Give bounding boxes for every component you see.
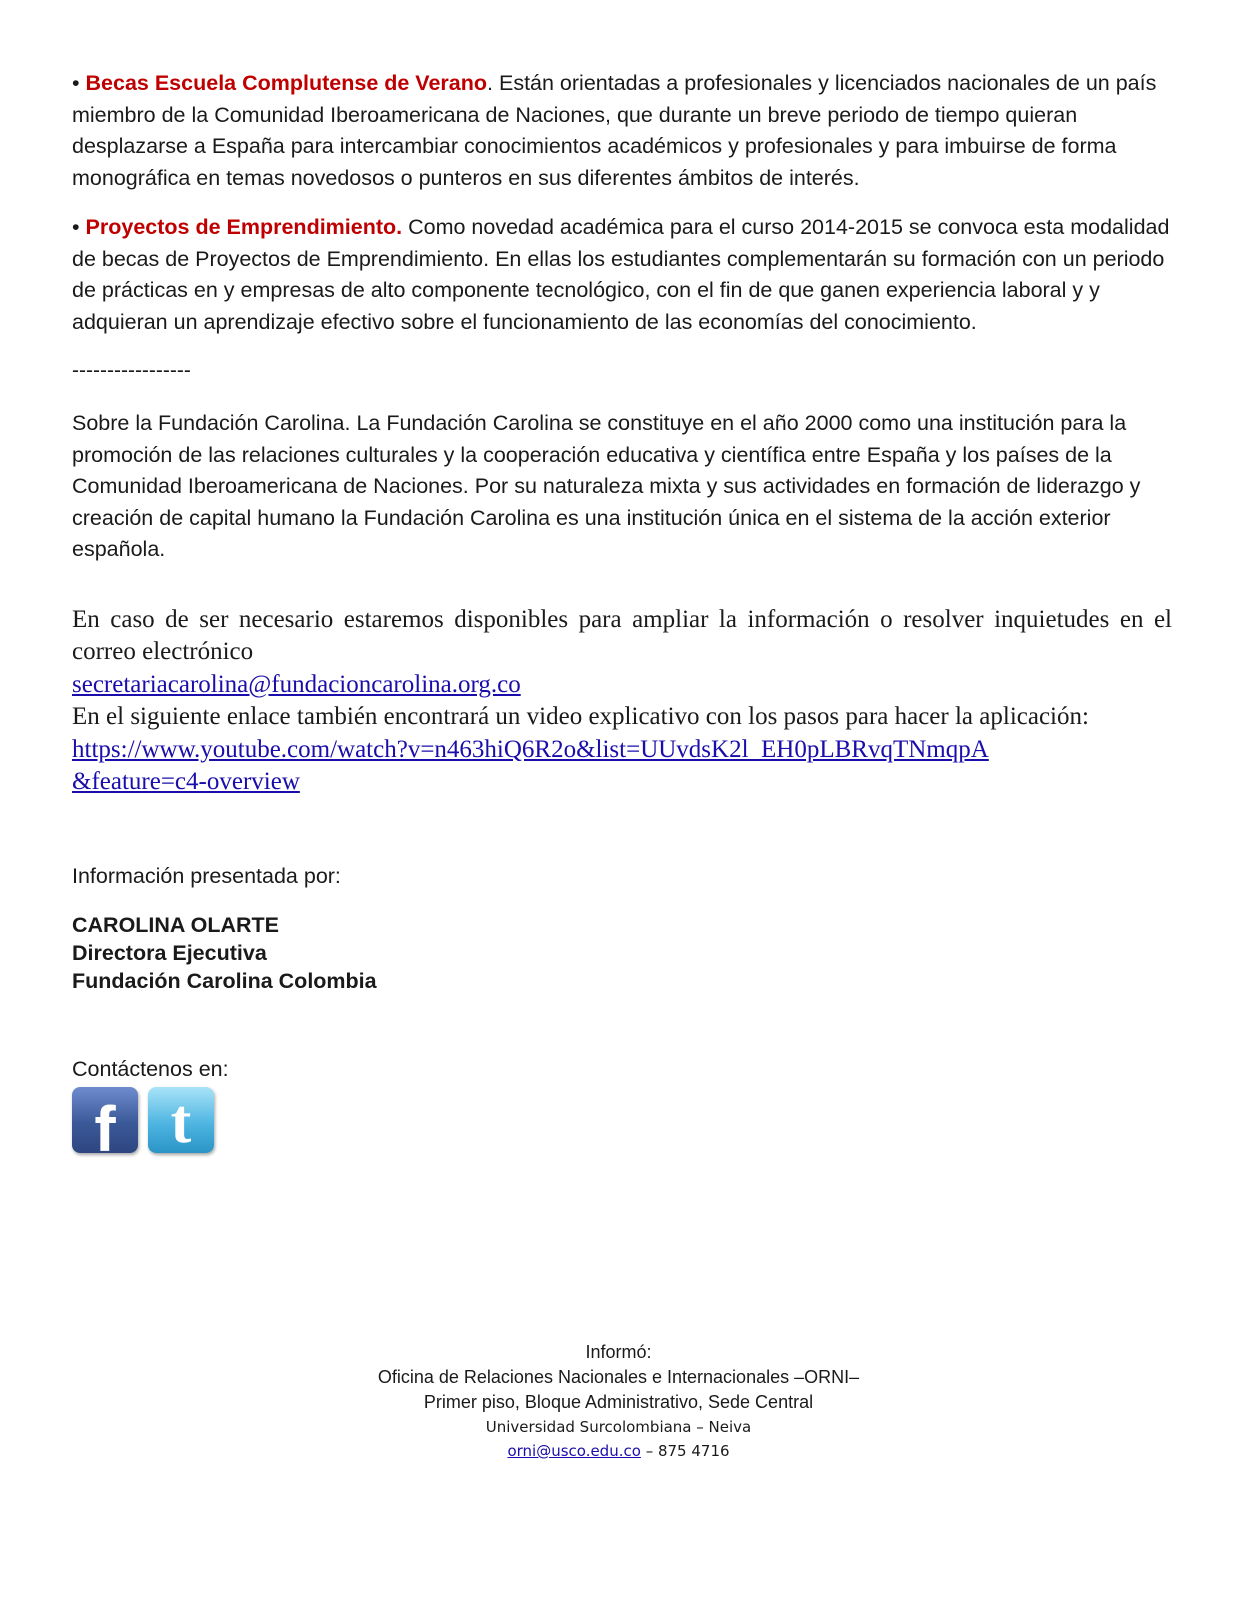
- facebook-button[interactable]: [72, 1087, 138, 1153]
- signature-org: Fundación Carolina Colombia: [72, 968, 377, 993]
- footer-email-link[interactable]: orni@usco.edu.co: [507, 1442, 641, 1460]
- footer-informo: Informó:: [585, 1342, 652, 1362]
- contact-block: [72, 604, 1172, 799]
- bullet: •: [72, 215, 80, 239]
- proyectos-heading: Proyectos de Emprendimiento.: [85, 215, 403, 239]
- document-body: [72, 68, 1172, 1153]
- becas-heading: Becas Escuela Complutense de Verano: [85, 71, 488, 95]
- signature-name: CAROLINA OLARTE: [72, 912, 280, 937]
- footer-phone: – 875 4716: [640, 1442, 730, 1460]
- presented-by: Información presentada por:: [72, 863, 341, 888]
- about-paragraph: Sobre la Fundación Carolina. La Fundación Carolina se constituye en el año 2000 como una institución para la promoción de las relaciones culturales y la cooperación educativa y científica entre España y los países de la Comunidad Iberoamericana de Naciones. Por su naturaleza mixta y sus actividades en formación de liderazgo y creación de capital humano la Fundación Carolina es una institución única en el sistema de la acción exterior española.: [72, 411, 1141, 561]
- becas-text: Están orientadas a profesionales y licenciados nacionales de un país miembro de la Comunidad Iberoamericana de Naciones, que durante un breve periodo de tiempo quieran desplazarse a España para intercambiar conocimientos académicos y profesionales y para imbuirse de forma monográfica en temas novedosos o punteros en sus diferentes ámbitos de interés.: [72, 71, 1157, 190]
- footer-university: Universidad Surcolombiana – Neiva: [485, 1418, 752, 1436]
- becas-heading-period: .: [487, 71, 493, 95]
- video-link-part-2: &feature=c4-overview: [72, 768, 300, 795]
- bullet: •: [72, 71, 80, 95]
- social-links: [72, 1087, 1172, 1153]
- video-text: En el siguiente enlace también encontrará un video explicativo con los pasos para hacer la aplicación:: [72, 703, 1089, 730]
- proyectos-paragraph: [72, 212, 1172, 338]
- footer-location: Primer piso, Bloque Administrativo, Sede Central: [423, 1392, 814, 1412]
- twitter-icon: t: [170, 1087, 192, 1153]
- separator-line: -----------------: [72, 359, 191, 382]
- contact-intro: En caso de ser necesario estaremos disponibles para ampliar la información o resolver inquietudes en el correo electrónico: [72, 605, 1172, 665]
- contact-us-label: Contáctenos en:: [72, 1056, 229, 1081]
- video-link[interactable]: [72, 736, 989, 796]
- footer-contact: [0, 1439, 1237, 1463]
- proyectos-text: Como novedad académica para el curso 2014-2015 se convoca esta modalidad de becas de Proyectos de Emprendimiento. En ellas los estudiantes complementarán su formación con un periodo de prácticas en y empresas de alto componente tecnológico, con el fin de que ganen experiencia laboral y y adquieran un aprendizaje efectivo sobre el funcionamiento de las economías del conocimiento.: [72, 215, 1170, 334]
- email-link[interactable]: secretariacarolina@fundacioncarolina.org.co: [72, 670, 521, 698]
- footer-office: Oficina de Relaciones Nacionales e Internacionales –ORNI–: [377, 1367, 860, 1387]
- twitter-button[interactable]: [148, 1087, 214, 1153]
- footer: [0, 1340, 1237, 1463]
- video-link-part-1: https://www.youtube.com/watch?v=n463hiQ6R2o&list=UUvdsK2l_EH0pLBRvqTNmqpA: [72, 735, 989, 763]
- becas-paragraph: [72, 68, 1172, 194]
- facebook-icon: f: [94, 1092, 116, 1153]
- signature-role: Directora Ejecutiva: [72, 940, 267, 965]
